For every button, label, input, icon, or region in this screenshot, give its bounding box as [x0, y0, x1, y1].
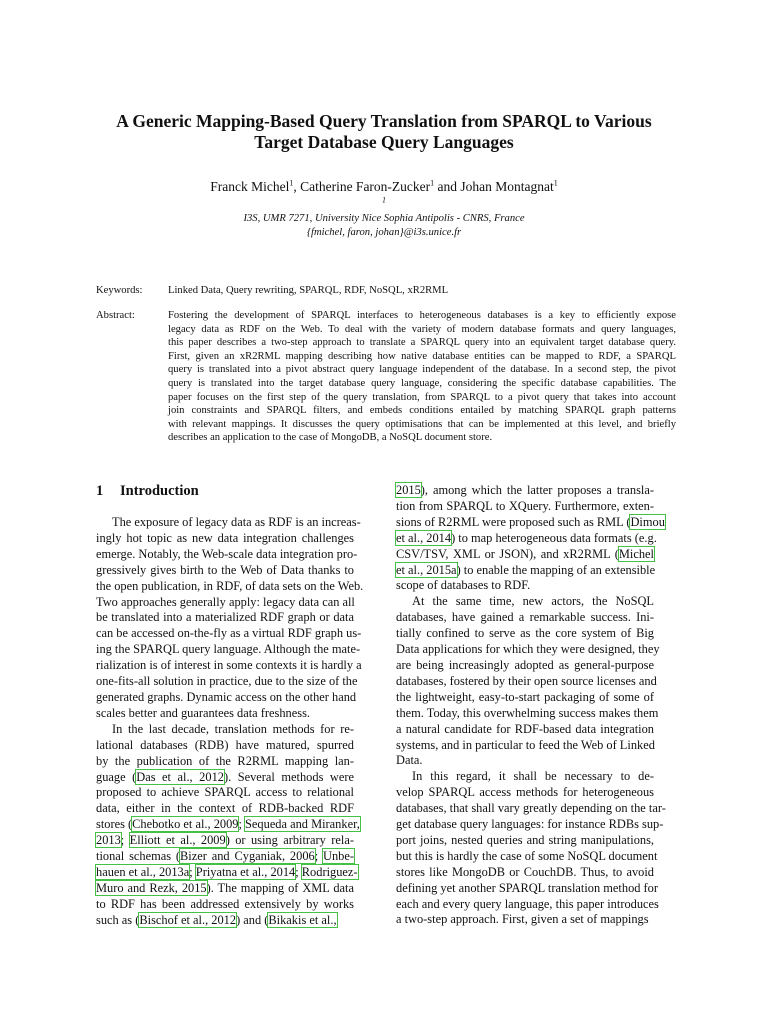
- abstract-line: query is translated into the target database query language, considering the specific database capabilities. The: [168, 377, 676, 389]
- citation-link[interactable]: Dimou: [630, 514, 665, 529]
- text-line: CSV/TSV, XML or JSON), and xR2RML (Michel: [396, 546, 654, 561]
- title-line: A Generic Mapping-Based Query Translation from SPARQL to Various: [116, 111, 652, 131]
- text-line: tially confined to serve as the core system of Big: [396, 626, 654, 641]
- text-line: 2013; Elliott et al., 2009) or using arbitrary rela-: [96, 833, 354, 848]
- citation-link[interactable]: et al., 2014: [396, 530, 452, 545]
- text-line: lational databases (RDB) have matured, spurred: [96, 737, 354, 752]
- citation-link[interactable]: Elliott et al., 2009: [129, 833, 226, 848]
- text-line: The exposure of legacy data as RDF is an increas-: [112, 515, 361, 529]
- text-line: rialization is of interest in some contexts it is hardly a: [96, 658, 362, 673]
- affiliation-mark: 1: [382, 195, 386, 205]
- abstract-label: Abstract:: [96, 310, 135, 321]
- text-line: et al., 2015a) to enable the mapping of an extensible: [396, 562, 656, 577]
- text-line: stores (Chebotko et al., 2009; Sequeda and Miranker,: [96, 817, 360, 832]
- citation-link[interactable]: Rodriguez-: [301, 864, 358, 879]
- citation-link[interactable]: Unbe-: [323, 849, 354, 864]
- text-line: a natural candidate for RDF-based data integration: [396, 721, 654, 736]
- text-line: the lightweight, easy-to-start packaging of some of: [396, 689, 654, 704]
- text-line: generated graphs. Dynamic access on the other hand: [96, 689, 357, 704]
- author-separator: and: [434, 179, 461, 194]
- text-line: velop SPARQL access methods for heterogeneous: [396, 785, 654, 800]
- text-line: systems, and in particular to feed the Web of Linked: [396, 737, 655, 752]
- text-line: port joins, nested queries and string manipulations,: [396, 832, 654, 847]
- text-line: by the publication of the R2RML mapping lan-: [96, 753, 354, 768]
- affiliation: [60, 195, 708, 240]
- text-line: In this regard, it shall be necessary to de-: [412, 769, 654, 784]
- text-line: Data.: [396, 753, 423, 768]
- text-line: 2015), among which the latter proposes a transla-: [396, 483, 654, 497]
- text-line: but this is hardly the case of some NoSQL document: [396, 848, 658, 863]
- abstract-line: legacy data as RDF on the Web. To deal with the variety of modern database formats and query languages,: [168, 323, 676, 335]
- abstract-line: join constraints and SPARQL filters, and embeds conditions entailed by matching SPARQL graph patterns: [168, 405, 676, 417]
- text-line: Two approaches generally apply: legacy data can all: [96, 594, 355, 609]
- text-line: each and every query language, this paper introduces: [396, 896, 659, 911]
- text-line: gressively gives birth to the Web of Data thanks to: [96, 562, 354, 577]
- author-name: Franck Michel: [210, 179, 290, 194]
- section-title: Introduction: [120, 483, 199, 499]
- citation-link[interactable]: et al., 2015a: [396, 562, 457, 577]
- affiliation-email: {fmichel, faron, johan}@i3s.unice.fr: [306, 227, 462, 238]
- section-heading: [96, 482, 199, 500]
- citation-link[interactable]: Das et al., 2012: [136, 769, 224, 784]
- text-line: scales better and guarantees data freshness.: [96, 705, 310, 720]
- text-line: scope of databases to RDF.: [396, 578, 531, 593]
- text-line: the open publication, in RDF, of data sets on the Web.: [96, 578, 364, 593]
- text-line: such as (Bischof et al., 2012) and (Bikakis et al.,: [96, 912, 337, 927]
- author-name: Johan Montagnat: [460, 179, 554, 194]
- keywords-label: Keywords:: [96, 285, 143, 296]
- text-line: ing the SPARQL query language. Although the mate-: [96, 642, 361, 657]
- text-line: are being increasingly adopted as general-purpose: [396, 657, 654, 672]
- affiliation-mark: 1: [553, 178, 558, 188]
- text-line: In the last decade, translation methods for re-: [112, 721, 354, 736]
- abstract-line: First, given an xR2RML mapping describing how native database entities can be mapped to RDF, a SPARQL: [168, 350, 676, 362]
- title-line: Target Database Query Languages: [254, 132, 514, 152]
- citation-link[interactable]: 2013: [96, 833, 121, 848]
- text-line: guage (Das et al., 2012). Several methods were: [96, 769, 354, 784]
- author-name: Catherine Faron-Zucker: [300, 179, 431, 194]
- text-line: emerge. Notably, the Web-scale data integration pro-: [96, 546, 358, 561]
- affiliation-text: I3S, UMR 7271, University Nice Sophia Antipolis - CNRS, France: [243, 213, 525, 224]
- citation-link[interactable]: Bikakis et al.,: [268, 912, 337, 927]
- text-line: databases, have gained a remarkable success. Ini-: [396, 610, 654, 625]
- citation-link[interactable]: Chebotko et al., 2009: [132, 817, 239, 832]
- citation-link[interactable]: Bischof et al., 2012: [139, 912, 237, 927]
- citation-link[interactable]: Priyatna et al., 2014: [195, 864, 296, 879]
- abstract-line: query is translated into a pivot abstract query language independent of the database. In a second step, the pivot: [168, 364, 676, 376]
- affiliation-line: [60, 195, 708, 226]
- text-line: defining yet another SPARQL translation method for: [396, 880, 658, 895]
- text-line: Data applications for which they were designed, they: [396, 642, 660, 657]
- text-line: get database query languages: for instance RDBs sup-: [396, 817, 664, 832]
- citation-link[interactable]: Bizer and Cyganiak, 2006: [180, 849, 315, 864]
- text-line: sions of R2RML were proposed such as RML (Dimou: [396, 514, 665, 529]
- text-line: ingly hot topic as new data integration challenges: [96, 530, 354, 545]
- text-line: Muro and Rezk, 2015). The mapping of XML data: [96, 880, 354, 895]
- abstract-line: with relevant mappings. It discusses the query optimisations that can be implemented at this level, and briefly: [168, 418, 676, 430]
- text-line: tion from SPARQL to XQuery. Furthermore, exten-: [396, 498, 654, 513]
- right-column: [396, 483, 666, 928]
- text-line: to RDF has been addressed extensively by works: [96, 896, 354, 911]
- text-line: tional schemas (Bizer and Cyganiak, 2006; Unbe-: [96, 849, 354, 864]
- abstract-line: Fostering the development of SPARQL interfaces to heterogeneous databases is a key to efficiently expose: [168, 310, 676, 321]
- text-line: can be accessed on-the-fly as a virtual RDF graph us-: [96, 626, 362, 641]
- paper-title: [60, 111, 708, 153]
- abstract-line: describes an application to the case of MongoDB, a NoSQL document store.: [168, 432, 493, 444]
- abstract-line: paper focuses on the first step of the query translation, from SPARQL to a pivot query that takes into account: [168, 391, 676, 403]
- author-list: [60, 179, 708, 195]
- abstract-line: this paper describes a two-step approach to translate a SPARQL query into an equivalent target database query.: [168, 337, 676, 349]
- text-line: hauen et al., 2013a; Priyatna et al., 2014; Rodriguez-: [96, 864, 358, 879]
- text-line: data, either in the context of RDB-backed RDF: [96, 801, 354, 816]
- citation-link[interactable]: Muro and Rezk, 2015: [96, 880, 207, 895]
- text-line: At the same time, new actors, the NoSQL: [412, 594, 654, 609]
- text-line: databases, that shall vary greatly depending on the tar-: [396, 801, 666, 816]
- text-line: a two-step approach. First, given a set of mappings: [396, 912, 649, 927]
- citation-link[interactable]: hauen et al., 2013a: [96, 864, 190, 879]
- citation-link[interactable]: Sequeda and Miranker,: [245, 817, 360, 832]
- text-line: them. Today, this overwhelming success makes them: [396, 705, 659, 720]
- affiliation-mark: 1: [430, 178, 435, 188]
- text-line: one-fits-all solution in practice, due to the size of the: [96, 674, 358, 689]
- text-line: databases, fostered by their open source licenses and: [396, 673, 657, 688]
- citation-link[interactable]: 2015: [396, 483, 421, 497]
- text-line: proposed to achieve SPARQL access to relational: [96, 785, 354, 800]
- text-line: be translated into a materialized RDF graph or data: [96, 610, 354, 625]
- keywords-text: Linked Data, Query rewriting, SPARQL, RDF, NoSQL, xR2RML: [168, 285, 449, 296]
- citation-link[interactable]: Michel: [618, 546, 654, 561]
- abstract-text: [168, 309, 676, 445]
- text-line: et al., 2014) to map heterogeneous data formats (e.g.: [396, 530, 657, 545]
- affiliation-mark: 1: [289, 178, 294, 188]
- author-separator: ,: [293, 179, 301, 194]
- text-line: stores like MongoDB or CouchDB. Thus, to avoid: [396, 864, 654, 879]
- left-column: [96, 515, 364, 929]
- section-number: 1: [96, 483, 104, 499]
